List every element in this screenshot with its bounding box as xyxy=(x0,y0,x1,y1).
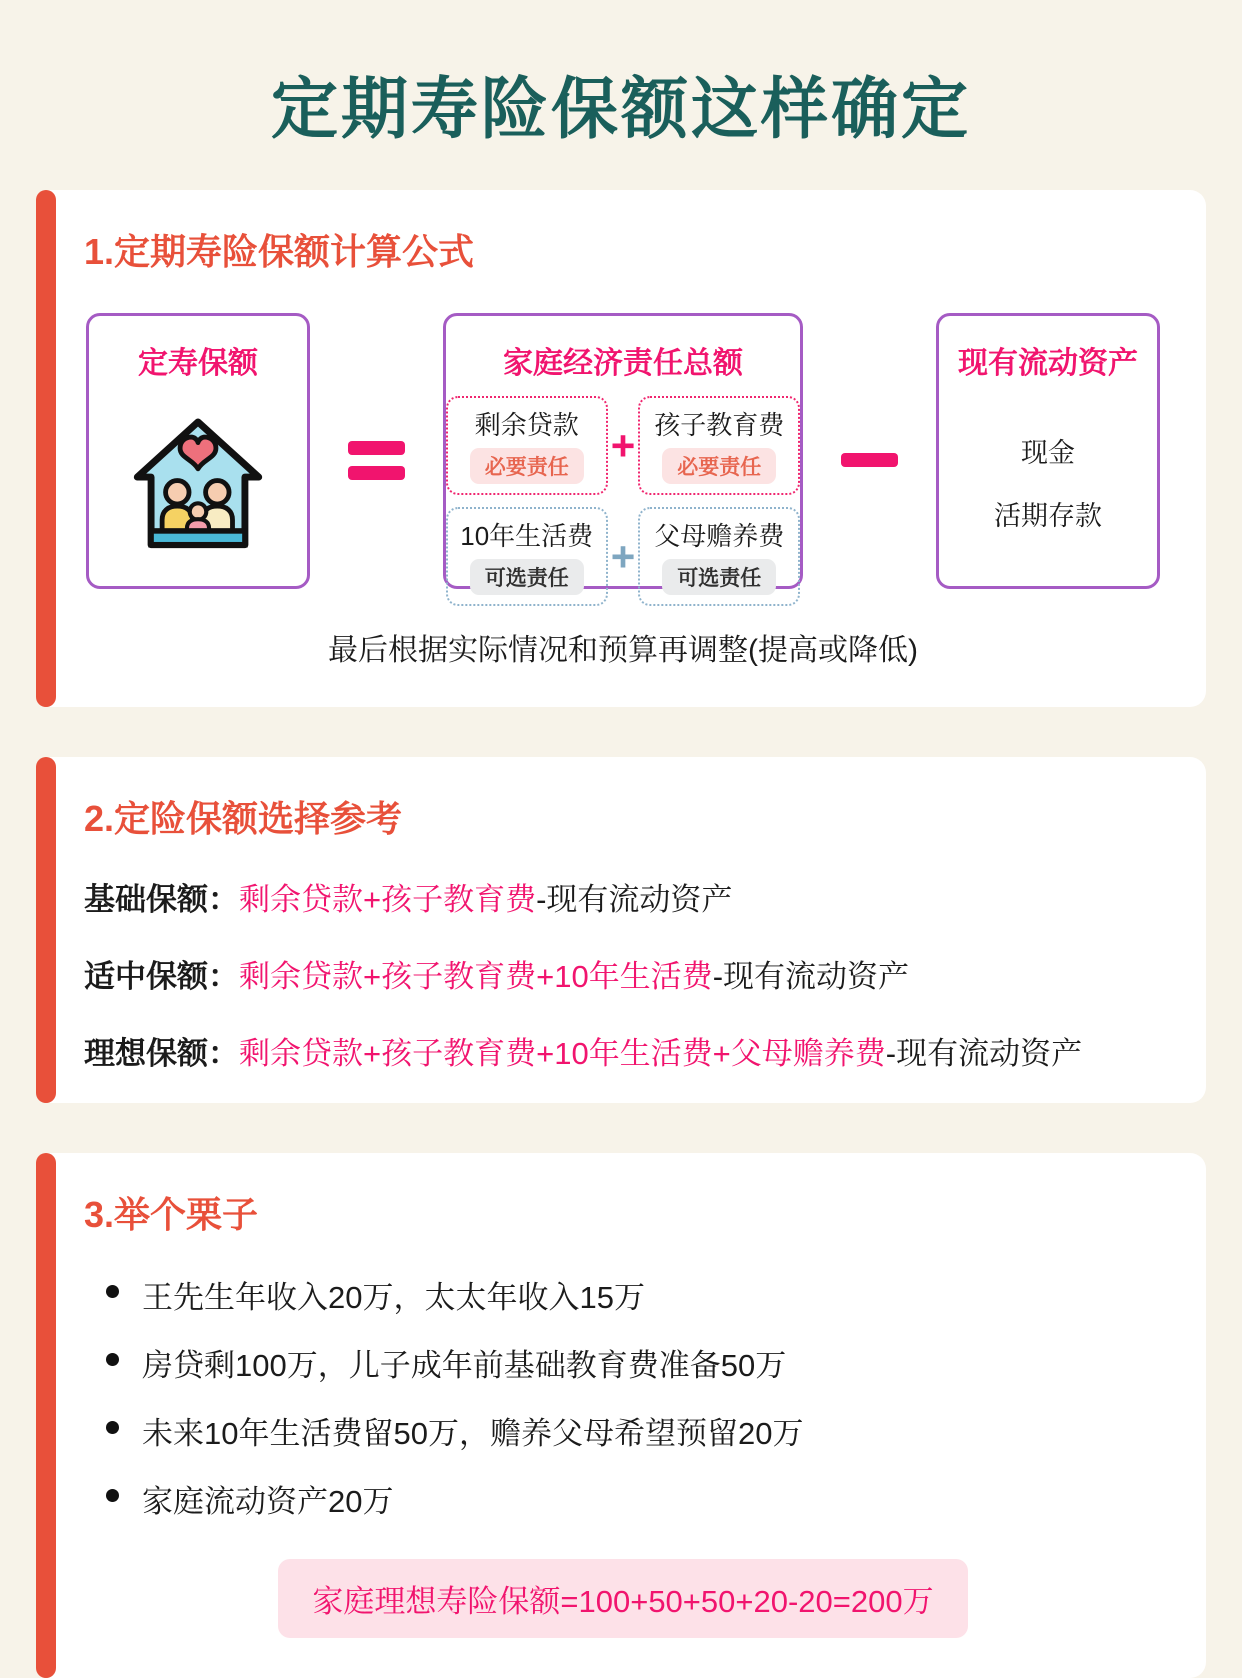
liability-item-label: 父母赡养费 xyxy=(654,521,785,551)
liability-item-parent-support xyxy=(638,507,800,606)
section-3-header: 3.举个栗子 xyxy=(84,1194,259,1235)
list-item: 家庭流动资产20万 xyxy=(100,1476,1162,1521)
assets-lines xyxy=(994,382,1102,586)
page-title: 定期寿险保额这样确定 xyxy=(271,72,971,147)
reference-row-label: 基础保额： xyxy=(84,882,239,917)
asset-line-cash: 现金 xyxy=(1021,438,1075,468)
liability-item-label: 剩余贷款 xyxy=(474,410,579,440)
reference-row-formula: 剩余贷款+孩子教育费 xyxy=(239,882,537,917)
section-example-card xyxy=(36,1153,1206,1678)
optional-badge: 可选责任 xyxy=(662,559,776,595)
adjustment-note: 最后根据实际情况和预算再调整(提高或降低) xyxy=(328,634,918,667)
section-accent-bar xyxy=(36,757,56,1103)
section-2-header: 2.定险保额选择参考 xyxy=(84,798,403,839)
reference-rows xyxy=(84,874,1162,1073)
liquid-assets-box xyxy=(936,313,1160,589)
section-formula-card xyxy=(36,190,1206,707)
list-item: 未来10年生活费留50万，赡养父母希望预留20万 xyxy=(100,1408,1162,1453)
optional-badge: 可选责任 xyxy=(470,559,584,595)
reference-row-ideal xyxy=(84,1028,1162,1073)
required-badge: 必要责任 xyxy=(470,448,584,484)
reference-row-basic xyxy=(84,874,1162,919)
family-house-icon xyxy=(122,382,274,586)
plus-icon: + xyxy=(610,532,636,580)
liability-item-label: 10年生活费 xyxy=(460,521,594,551)
family-liability-box xyxy=(443,313,803,589)
coverage-box-title: 定寿保额 xyxy=(138,347,258,380)
example-bullet-list xyxy=(84,1272,1162,1521)
list-item: 王先生年收入20万，太太年收入15万 xyxy=(100,1272,1162,1317)
reference-row-label: 适中保额： xyxy=(84,959,239,994)
reference-row-suffix: -现有流动资产 xyxy=(536,882,733,917)
required-badge: 必要责任 xyxy=(662,448,776,484)
list-item: 房贷剩100万，儿子成年前基础教育费准备50万 xyxy=(100,1340,1162,1385)
result-formula-box: 家庭理想寿险保额=100+50+50+20-20=200万 xyxy=(278,1559,967,1638)
liability-item-child-education xyxy=(638,396,800,495)
section-accent-bar xyxy=(36,190,56,707)
liability-item-remaining-loan xyxy=(446,396,608,495)
asset-line-demand-deposit: 活期存款 xyxy=(994,501,1102,531)
reference-row-suffix: -现有流动资产 xyxy=(885,1036,1083,1071)
liability-box-title: 家庭经济责任总额 xyxy=(503,347,743,380)
liability-item-living-cost xyxy=(446,507,608,606)
reference-row-moderate xyxy=(84,951,1162,996)
term-life-coverage-box xyxy=(86,313,310,589)
section-reference-card xyxy=(36,757,1206,1103)
equals-icon xyxy=(348,441,405,480)
plus-icon: + xyxy=(610,421,636,469)
reference-row-formula: 剩余贷款+孩子教育费+10年生活费 xyxy=(239,959,713,994)
section-accent-bar xyxy=(36,1153,56,1678)
section-1-header: 1.定期寿险保额计算公式 xyxy=(84,231,475,272)
assets-box-title: 现有流动资产 xyxy=(958,347,1138,380)
reference-row-label: 理想保额： xyxy=(84,1036,239,1071)
liability-item-label: 孩子教育费 xyxy=(654,410,785,440)
minus-icon xyxy=(841,453,898,467)
reference-row-formula: 剩余贷款+孩子教育费+10年生活费+父母赡养费 xyxy=(239,1036,886,1071)
formula-diagram xyxy=(86,313,1160,589)
reference-row-suffix: -现有流动资产 xyxy=(712,959,910,994)
liability-grid xyxy=(446,396,801,606)
